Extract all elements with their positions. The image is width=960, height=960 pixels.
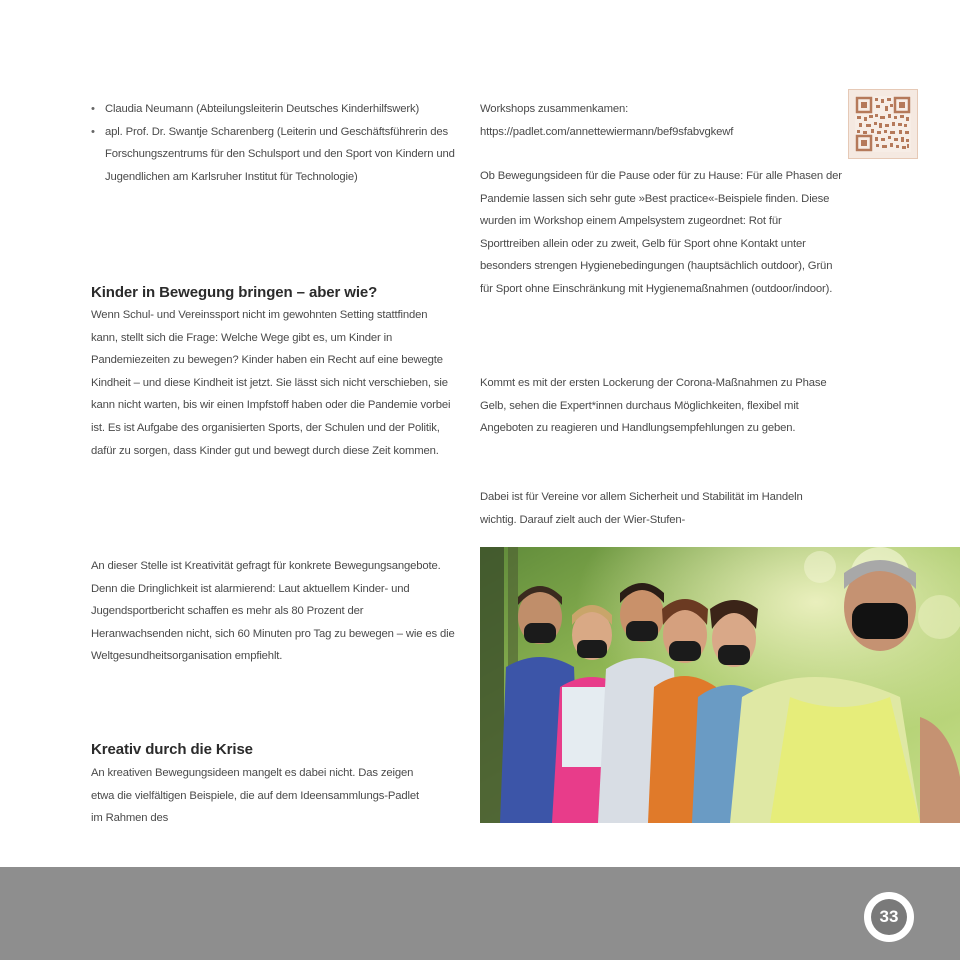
page-number: 33 — [871, 899, 907, 935]
page-number-badge — [864, 892, 914, 942]
qr-code-icon — [849, 90, 917, 158]
paragraph: Dabei ist für Vereine vor allem Sicherheit und Stabilität im Handeln wichtig. Darauf zielt auch der Wier-Stufen- — [480, 491, 803, 526]
paragraph: Kommt es mit der ersten Lockerung der Corona-Maßnahmen zu Phase Gelb, sehen die Expert*innen durchaus Möglichkeiten, flexibel mit Angeboten zu reagieren und Handlungsempfehlungen zu geben. — [480, 377, 827, 435]
photo-masked-athletes — [480, 547, 960, 823]
body-text-block — [91, 762, 431, 830]
right-column — [480, 98, 832, 143]
left-column — [91, 98, 457, 188]
body-text-block — [91, 304, 457, 462]
body-text-block — [480, 486, 842, 531]
body-text-block — [480, 372, 842, 440]
body-text-block — [480, 165, 842, 301]
page-footer — [0, 867, 960, 960]
paragraph: An kreativen Bewegungsideen mangelt es dabei nicht. Das zeigen etwa die vielfältigen Beispiele, die auf dem Ideensammlungs-Padlet im Rahmen des — [91, 767, 419, 825]
photo-illustration — [480, 547, 960, 823]
section-heading: Kreativ durch die Krise — [91, 741, 253, 758]
body-text-block — [91, 555, 457, 668]
paragraph: Wenn Schul- und Vereinssport nicht im gewohnten Setting stattfinden kann, stellt sich die Frage: Welche Wege gibt es, um Kinder in Pandemiezeiten zu bewegen? Kinder haben ein Recht auf eine bewegte Kindheit – und diese Kindheit ist jetzt. Sie lässt sich nicht verschieben, sie kann nicht warten, bis wir einen Impfstoff haben oder die Pandemie vorbei ist. Es ist Aufgabe des organisierten Sports, der Schulen und der Politik, dafür zu sorgen, dass Kinder gut und bewegt durch diese Zeit kommen. — [91, 309, 451, 457]
speaker-item: • apl. Prof. Dr. Swantje Scharenberg (Leiterin und Geschäftsführerin des Forschungszentrums für den Schulsport und den Sport von Kindern und Jugendlichen am Karlsruher Institut für Technologie) — [91, 121, 457, 189]
qr-code[interactable] — [848, 89, 918, 159]
speaker-list — [91, 98, 457, 188]
paragraph: Workshops zusammenkamen: — [480, 103, 629, 115]
padlet-link[interactable]: https://padlet.com/annettewiermann/bef9sfabvgkewf — [480, 125, 734, 138]
paragraph: An dieser Stelle ist Kreativität gefragt für konkrete Bewegungsangebote. Denn die Dringlichkeit ist alarmierend: Laut aktuellem Kinder- und Jugendsportbericht schaffen es mehr als 80 Prozent der Heranwachsenden nicht, sich 60 Minuten pro Tag zu bewegen – wie es die Weltgesundheitsorganisation empfiehlt. — [91, 560, 455, 663]
paragraph: Ob Bewegungsideen für die Pause oder für zu Hause: Für alle Phasen der Pandemie lassen sich sehr gute »Best practice«-Beispiele finden. Diese wurden im Workshop einem Ampelsystem zugeordnet: Rot für Sporttreiben allein oder zu zweit, Gelb für Sport ohne Kontakt unter besonders strengen Hygienebedingungen (hauptsächlich outdoor), Grün für Sport ohne Einschränkung mit Hygienemaßnahmen (outdoor/indoor). — [480, 170, 842, 295]
section-heading: Kinder in Bewegung bringen – aber wie? — [91, 284, 378, 301]
speaker-item: • Claudia Neumann (Abteilungsleiterin Deutsches Kinderhilfswerk) — [91, 98, 457, 121]
